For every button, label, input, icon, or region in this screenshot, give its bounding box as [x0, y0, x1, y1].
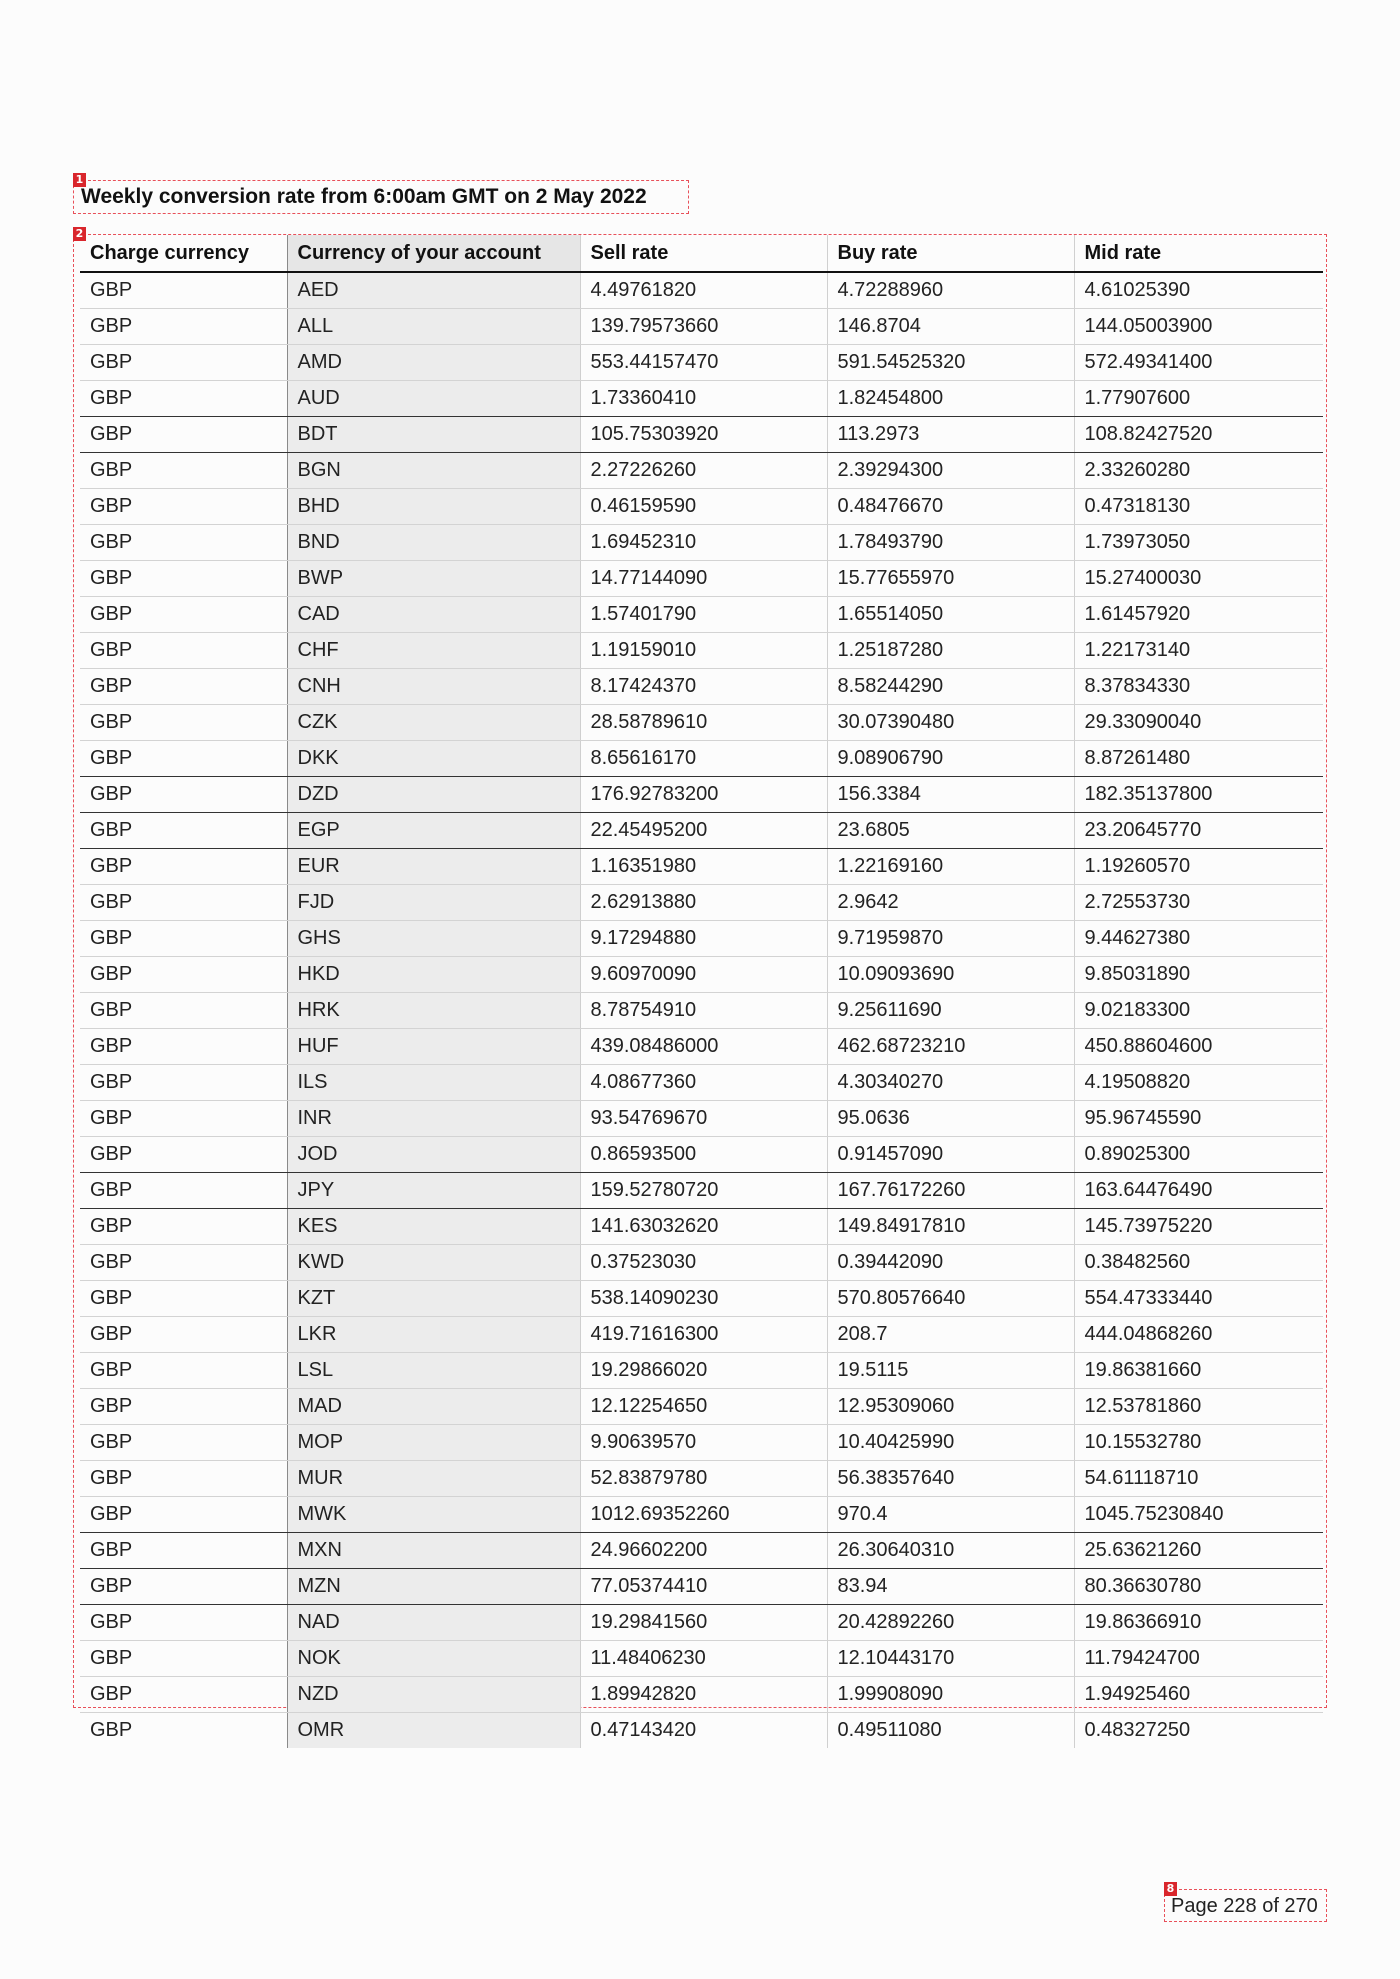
account-currency-cell: BGN	[287, 453, 580, 489]
buy-rate-cell: 208.7	[827, 1317, 1074, 1353]
buy-rate-cell: 4.30340270	[827, 1065, 1074, 1101]
conversion-rate-table	[80, 235, 1323, 1748]
charge-currency-cell: GBP	[80, 1281, 287, 1317]
account-currency-cell: GHS	[287, 921, 580, 957]
account-currency-cell: KES	[287, 1209, 580, 1245]
buy-rate-cell: 113.2973	[827, 417, 1074, 453]
buy-rate-cell: 26.30640310	[827, 1533, 1074, 1569]
table-row	[80, 885, 1323, 921]
mid-rate-cell: 9.44627380	[1074, 921, 1323, 957]
charge-currency-cell: GBP	[80, 453, 287, 489]
sell-rate-cell: 11.48406230	[580, 1641, 827, 1677]
mid-rate-cell: 163.64476490	[1074, 1173, 1323, 1209]
charge-currency-cell: GBP	[80, 489, 287, 525]
table-row	[80, 345, 1323, 381]
table-row	[80, 561, 1323, 597]
table-row	[80, 1461, 1323, 1497]
charge-currency-cell: GBP	[80, 957, 287, 993]
account-currency-cell: NZD	[287, 1677, 580, 1713]
sell-rate-cell: 141.63032620	[580, 1209, 827, 1245]
mid-rate-cell: 15.27400030	[1074, 561, 1323, 597]
mid-rate-cell: 2.72553730	[1074, 885, 1323, 921]
mid-rate-cell: 182.35137800	[1074, 777, 1323, 813]
sell-rate-cell: 105.75303920	[580, 417, 827, 453]
account-currency-cell: MAD	[287, 1389, 580, 1425]
charge-currency-cell: GBP	[80, 1497, 287, 1533]
buy-rate-cell: 8.58244290	[827, 669, 1074, 705]
account-currency-cell: KWD	[287, 1245, 580, 1281]
buy-rate-cell: 9.08906790	[827, 741, 1074, 777]
table-row	[80, 1425, 1323, 1461]
buy-rate-cell: 1.99908090	[827, 1677, 1074, 1713]
account-currency-cell: LKR	[287, 1317, 580, 1353]
table-header-row	[80, 235, 1323, 272]
sell-rate-cell: 24.96602200	[580, 1533, 827, 1569]
charge-currency-cell: GBP	[80, 1317, 287, 1353]
sell-rate-cell: 176.92783200	[580, 777, 827, 813]
charge-currency-cell: GBP	[80, 705, 287, 741]
charge-currency-cell: GBP	[90, 1719, 133, 1741]
mid-rate-cell: 10.15532780	[1074, 1425, 1323, 1461]
mid-rate-cell: 54.61118710	[1074, 1461, 1323, 1497]
table-row	[80, 417, 1323, 453]
sell-rate-cell: 0.47143420	[580, 1713, 827, 1749]
table-row	[80, 1605, 1323, 1641]
table-row	[80, 1281, 1323, 1317]
charge-currency-cell: GBP	[80, 813, 287, 849]
mid-rate-cell: 4.19508820	[1074, 1065, 1323, 1101]
account-currency-cell: BHD	[287, 489, 580, 525]
buy-rate-cell: 1.78493790	[827, 525, 1074, 561]
account-currency-cell: CHF	[287, 633, 580, 669]
sell-rate-cell: 1.73360410	[580, 381, 827, 417]
account-currency-cell: NOK	[287, 1641, 580, 1677]
table-row	[80, 1677, 1323, 1713]
sell-rate-cell: 8.65616170	[580, 741, 827, 777]
sell-rate-cell: 9.60970090	[580, 957, 827, 993]
sell-rate-cell: 1.69452310	[580, 525, 827, 561]
table-row	[80, 1389, 1323, 1425]
sell-rate-cell: 538.14090230	[580, 1281, 827, 1317]
mid-rate-cell: 19.86381660	[1074, 1353, 1323, 1389]
buy-rate-cell: 9.25611690	[827, 993, 1074, 1029]
charge-currency-cell: GBP	[80, 272, 287, 309]
charge-currency-cell: GBP	[80, 1353, 287, 1389]
account-currency-cell: CZK	[287, 705, 580, 741]
mid-rate-cell: 80.36630780	[1074, 1569, 1323, 1605]
mid-rate-cell: 108.82427520	[1074, 417, 1323, 453]
region-marker-title: 1	[73, 173, 86, 187]
charge-currency-cell: GBP	[80, 1461, 287, 1497]
charge-currency-cell: GBP	[80, 1137, 287, 1173]
table-row	[80, 1065, 1323, 1101]
buy-rate-cell: 0.91457090	[827, 1137, 1074, 1173]
account-currency-cell: HKD	[287, 957, 580, 993]
account-currency-cell: CNH	[287, 669, 580, 705]
account-currency-cell: MXN	[287, 1533, 580, 1569]
sell-rate-cell: 139.79573660	[580, 309, 827, 345]
buy-rate-cell: 1.82454800	[827, 381, 1074, 417]
sell-rate-cell: 4.49761820	[580, 272, 827, 309]
buy-rate-cell: 15.77655970	[827, 561, 1074, 597]
mid-rate-cell: 12.53781860	[1074, 1389, 1323, 1425]
account-currency-cell: HUF	[287, 1029, 580, 1065]
buy-rate-cell: 95.0636	[827, 1101, 1074, 1137]
account-currency-cell: KZT	[287, 1281, 580, 1317]
mid-rate-cell: 1.61457920	[1074, 597, 1323, 633]
buy-rate-cell: 591.54525320	[827, 345, 1074, 381]
column-header-sell-rate: Sell rate	[580, 235, 827, 272]
mid-rate-cell: 8.87261480	[1074, 741, 1323, 777]
region-marker-table: 2	[73, 227, 86, 241]
charge-currency-cell: GBP	[80, 741, 287, 777]
account-currency-cell: JPY	[287, 1173, 580, 1209]
buy-rate-cell: 23.6805	[827, 813, 1074, 849]
charge-currency-cell: GBP	[80, 561, 287, 597]
sell-rate-cell: 1.89942820	[580, 1677, 827, 1713]
charge-currency-cell: GBP	[80, 309, 287, 345]
buy-rate-cell: 83.94	[827, 1569, 1074, 1605]
charge-currency-cell: GBP	[80, 1389, 287, 1425]
mid-rate-cell: 2.33260280	[1074, 453, 1323, 489]
table-row	[80, 1173, 1323, 1209]
charge-currency-cell: GBP	[80, 849, 287, 885]
table-row	[80, 993, 1323, 1029]
table-row	[80, 1317, 1323, 1353]
account-currency-cell: AED	[287, 272, 580, 309]
charge-currency-cell: GBP	[80, 1605, 287, 1641]
buy-rate-cell: 149.84917810	[827, 1209, 1074, 1245]
buy-rate-cell: 1.65514050	[827, 597, 1074, 633]
buy-rate-cell: 0.49511080	[827, 1713, 1074, 1749]
buy-rate-cell: 167.76172260	[827, 1173, 1074, 1209]
buy-rate-cell: 30.07390480	[827, 705, 1074, 741]
mid-rate-cell: 29.33090040	[1074, 705, 1323, 741]
mid-rate-cell: 554.47333440	[1074, 1281, 1323, 1317]
table-row	[80, 813, 1323, 849]
table-row	[80, 309, 1323, 345]
sell-rate-cell: 0.37523030	[580, 1245, 827, 1281]
table-row	[80, 777, 1323, 813]
table-row	[80, 1029, 1323, 1065]
column-header-mid-rate: Mid rate	[1074, 235, 1323, 272]
account-currency-cell: MZN	[287, 1569, 580, 1605]
sell-rate-cell: 159.52780720	[580, 1173, 827, 1209]
buy-rate-cell: 9.71959870	[827, 921, 1074, 957]
region-marker-footer: 8	[1164, 1882, 1177, 1896]
account-currency-cell: LSL	[287, 1353, 580, 1389]
charge-currency-cell: GBP	[80, 921, 287, 957]
table-row	[80, 272, 1323, 309]
mid-rate-cell: 1.73973050	[1074, 525, 1323, 561]
mid-rate-cell: 0.47318130	[1074, 489, 1323, 525]
account-currency-cell: ILS	[287, 1065, 580, 1101]
charge-currency-cell: GBP	[80, 885, 287, 921]
table-row	[80, 705, 1323, 741]
mid-rate-cell: 1.77907600	[1074, 381, 1323, 417]
table-row	[80, 1713, 1323, 1749]
account-currency-cell: HRK	[287, 993, 580, 1029]
buy-rate-cell: 10.40425990	[827, 1425, 1074, 1461]
mid-rate-cell: 4.61025390	[1074, 272, 1323, 309]
sell-rate-cell: 1.57401790	[580, 597, 827, 633]
charge-currency-cell: GBP	[80, 345, 287, 381]
charge-currency-cell: GBP	[80, 1677, 287, 1713]
charge-currency-cell: GBP	[80, 993, 287, 1029]
sell-rate-cell: 12.12254650	[580, 1389, 827, 1425]
column-header-buy-rate: Buy rate	[827, 235, 1074, 272]
table-row	[80, 1641, 1323, 1677]
buy-rate-cell: 10.09093690	[827, 957, 1074, 993]
sell-rate-cell: 14.77144090	[580, 561, 827, 597]
charge-currency-cell: GBP	[80, 597, 287, 633]
sell-rate-cell: 2.27226260	[580, 453, 827, 489]
buy-rate-cell: 156.3384	[827, 777, 1074, 813]
mid-rate-cell: 1.94925460	[1074, 1677, 1323, 1713]
table-row	[80, 849, 1323, 885]
sell-rate-cell: 1012.69352260	[580, 1497, 827, 1533]
charge-currency-cell: GBP	[80, 381, 287, 417]
mid-rate-cell: 1.19260570	[1074, 849, 1323, 885]
table-row	[80, 525, 1323, 561]
sell-rate-cell: 1.19159010	[580, 633, 827, 669]
table-row	[80, 489, 1323, 525]
table-row	[80, 1209, 1323, 1245]
account-currency-cell: BWP	[287, 561, 580, 597]
sell-rate-cell: 0.46159590	[580, 489, 827, 525]
table-row	[80, 1137, 1323, 1173]
account-currency-cell: DZD	[287, 777, 580, 813]
table-row	[80, 381, 1323, 417]
account-currency-cell: AMD	[287, 345, 580, 381]
account-currency-cell: INR	[287, 1101, 580, 1137]
sell-rate-cell: 19.29841560	[580, 1605, 827, 1641]
account-currency-cell: JOD	[287, 1137, 580, 1173]
table-row	[80, 921, 1323, 957]
sell-rate-cell: 22.45495200	[580, 813, 827, 849]
account-currency-cell: CAD	[287, 597, 580, 633]
mid-rate-cell: 11.79424700	[1074, 1641, 1323, 1677]
account-currency-cell: MOP	[287, 1425, 580, 1461]
mid-rate-cell: 9.85031890	[1074, 957, 1323, 993]
account-currency-cell: ALL	[287, 309, 580, 345]
charge-currency-cell: GBP	[80, 1425, 287, 1461]
buy-rate-cell: 56.38357640	[827, 1461, 1074, 1497]
charge-currency-cell: GBP	[80, 417, 287, 453]
mid-rate-cell: 1045.75230840	[1074, 1497, 1323, 1533]
charge-currency-cell: GBP	[80, 669, 287, 705]
buy-rate-cell: 19.5115	[827, 1353, 1074, 1389]
charge-currency-cell: GBP	[80, 1569, 287, 1605]
mid-rate-cell: 0.89025300	[1074, 1137, 1323, 1173]
sell-rate-cell: 93.54769670	[580, 1101, 827, 1137]
table-row	[80, 1101, 1323, 1137]
mid-rate-cell: 9.02183300	[1074, 993, 1323, 1029]
sell-rate-cell: 0.86593500	[580, 1137, 827, 1173]
charge-currency-cell: GBP	[80, 1209, 287, 1245]
table-row	[80, 1245, 1323, 1281]
charge-currency-cell: GBP	[80, 1533, 287, 1569]
buy-rate-cell: 0.48476670	[827, 489, 1074, 525]
column-header-charge-currency: Charge currency	[80, 235, 287, 272]
mid-rate-cell: 450.88604600	[1074, 1029, 1323, 1065]
mid-rate-cell: 572.49341400	[1074, 345, 1323, 381]
account-currency-cell: AUD	[287, 381, 580, 417]
account-currency-cell: MWK	[287, 1497, 580, 1533]
buy-rate-cell: 0.39442090	[827, 1245, 1074, 1281]
account-currency-cell: OMR	[287, 1713, 580, 1749]
buy-rate-cell: 2.39294300	[827, 453, 1074, 489]
account-currency-cell: NAD	[287, 1605, 580, 1641]
charge-currency-cell: GBP	[80, 1173, 287, 1209]
charge-currency-cell: GBP	[80, 1245, 287, 1281]
table-row	[80, 1569, 1323, 1605]
charge-currency-cell: GBP	[80, 1641, 287, 1677]
sell-rate-cell: 553.44157470	[580, 345, 827, 381]
sell-rate-cell: 8.17424370	[580, 669, 827, 705]
page-number: Page 228 of 270	[1171, 1895, 1318, 1917]
buy-rate-cell: 970.4	[827, 1497, 1074, 1533]
sell-rate-cell: 1.16351980	[580, 849, 827, 885]
table-row	[80, 633, 1323, 669]
account-currency-cell: BND	[287, 525, 580, 561]
charge-currency-cell: GBP	[80, 1065, 287, 1101]
sell-rate-cell: 419.71616300	[580, 1317, 827, 1353]
mid-rate-cell: 144.05003900	[1074, 309, 1323, 345]
table-row	[80, 1353, 1323, 1389]
sell-rate-cell: 2.62913880	[580, 885, 827, 921]
sell-rate-cell: 77.05374410	[580, 1569, 827, 1605]
mid-rate-cell: 95.96745590	[1074, 1101, 1323, 1137]
column-header-account-currency: Currency of your account	[287, 235, 580, 272]
account-currency-cell: EGP	[287, 813, 580, 849]
buy-rate-cell: 20.42892260	[827, 1605, 1074, 1641]
mid-rate-cell: 444.04868260	[1074, 1317, 1323, 1353]
table-row	[80, 597, 1323, 633]
sell-rate-cell: 52.83879780	[580, 1461, 827, 1497]
sell-rate-cell: 19.29866020	[580, 1353, 827, 1389]
buy-rate-cell: 2.9642	[827, 885, 1074, 921]
table-row	[80, 669, 1323, 705]
table-row	[80, 1497, 1323, 1533]
account-currency-cell: DKK	[287, 741, 580, 777]
table-row	[80, 1533, 1323, 1569]
mid-rate-cell: 145.73975220	[1074, 1209, 1323, 1245]
sell-rate-cell: 4.08677360	[580, 1065, 827, 1101]
charge-currency-cell: GBP	[80, 525, 287, 561]
sell-rate-cell: 9.90639570	[580, 1425, 827, 1461]
charge-currency-cell: GBP	[80, 633, 287, 669]
sell-rate-cell: 28.58789610	[580, 705, 827, 741]
buy-rate-cell: 146.8704	[827, 309, 1074, 345]
buy-rate-cell: 462.68723210	[827, 1029, 1074, 1065]
buy-rate-cell: 570.80576640	[827, 1281, 1074, 1317]
charge-currency-cell: GBP	[80, 777, 287, 813]
mid-rate-cell: 19.86366910	[1074, 1605, 1323, 1641]
mid-rate-cell: 1.22173140	[1074, 633, 1323, 669]
account-currency-cell: FJD	[287, 885, 580, 921]
buy-rate-cell: 12.10443170	[827, 1641, 1074, 1677]
buy-rate-cell: 1.22169160	[827, 849, 1074, 885]
mid-rate-cell: 23.20645770	[1074, 813, 1323, 849]
mid-rate-cell: 8.37834330	[1074, 669, 1323, 705]
mid-rate-cell: 25.63621260	[1074, 1533, 1323, 1569]
charge-currency-cell: GBP	[80, 1029, 287, 1065]
mid-rate-cell: 0.38482560	[1074, 1245, 1323, 1281]
account-currency-cell: BDT	[287, 417, 580, 453]
buy-rate-cell: 4.72288960	[827, 272, 1074, 309]
charge-currency-cell: GBP	[80, 1101, 287, 1137]
sell-rate-cell: 439.08486000	[580, 1029, 827, 1065]
page-title: Weekly conversion rate from 6:00am GMT on 2 May 2022	[81, 185, 647, 208]
sell-rate-cell: 8.78754910	[580, 993, 827, 1029]
buy-rate-cell: 1.25187280	[827, 633, 1074, 669]
table-row	[80, 957, 1323, 993]
mid-rate-cell: 0.48327250	[1074, 1713, 1323, 1749]
sell-rate-cell: 9.17294880	[580, 921, 827, 957]
buy-rate-cell: 12.95309060	[827, 1389, 1074, 1425]
table-row	[80, 741, 1323, 777]
table-row	[80, 453, 1323, 489]
account-currency-cell: EUR	[287, 849, 580, 885]
account-currency-cell: MUR	[287, 1461, 580, 1497]
